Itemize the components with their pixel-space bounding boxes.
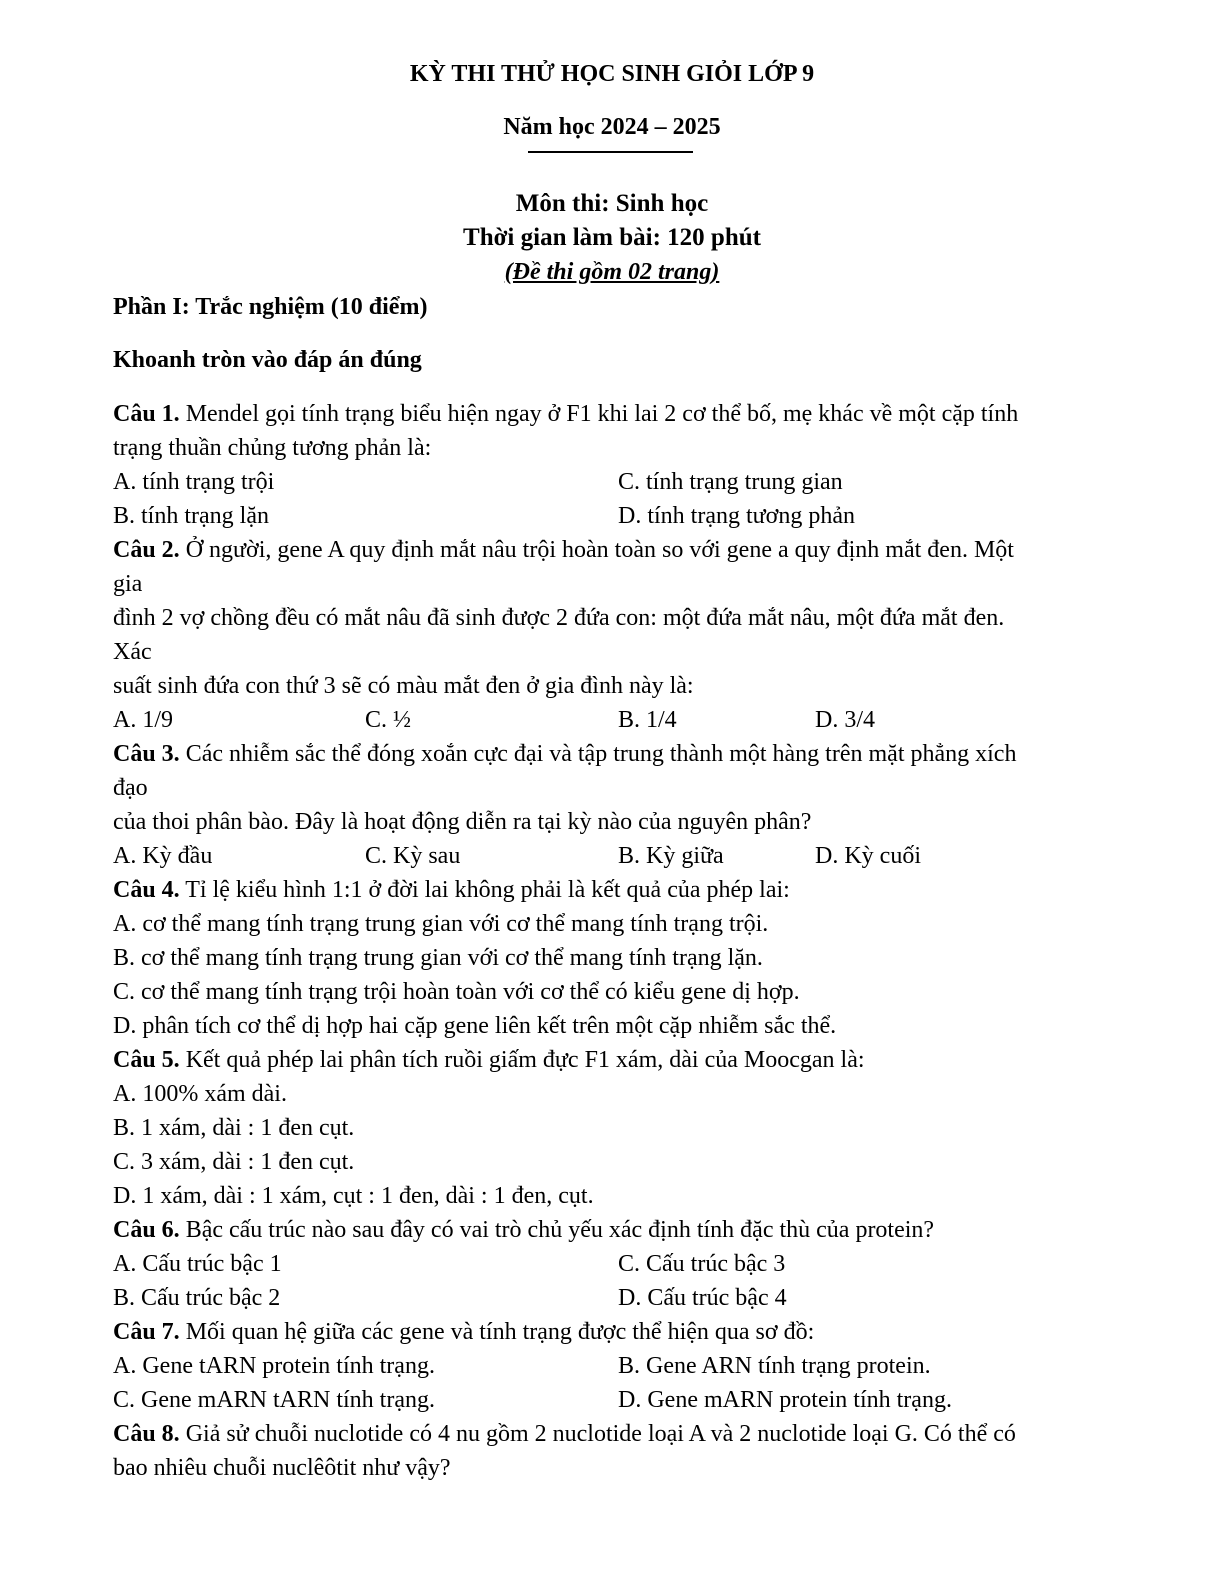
question-text: Tỉ lệ kiểu hình 1:1 ở đời lai không phải là kết quả của phép lai: (179, 877, 790, 903)
question-text: Bậc cấu trúc nào sau đây có vai trò chủ yếu xác định tính đặc thù của protein? (179, 1217, 935, 1243)
option-a[interactable]: A. tính trạng trội (113, 469, 275, 495)
pages-note: (Đề thi gồm 02 trang) (504, 259, 720, 285)
question-1 (113, 397, 1103, 431)
question-label: Câu 2. (113, 537, 180, 563)
question-3 (113, 737, 1103, 771)
question-label: Câu 1. (113, 401, 180, 427)
question-text: Kết quả phép lai phân tích ruồi giấm đực F1 xám, dài của Moocgan là: (179, 1047, 865, 1073)
exam-title: KỲ THI THỬ HỌC SINH GIỎI LỚP 9 (409, 61, 815, 87)
option-d[interactable]: D. phân tích cơ thể dị hợp hai cặp gene liên kết trên một cặp nhiễm sắc thể. (113, 1013, 837, 1039)
question-text: Các nhiễm sắc thể đóng xoắn cực đại và tập trung thành một hàng trên mặt phẳng xích (179, 741, 1017, 767)
option-b[interactable]: B. Kỳ giữa (618, 843, 724, 869)
question-label: Câu 6. (113, 1217, 180, 1243)
question-5 (113, 1043, 1103, 1077)
option-c[interactable]: C. ½ (365, 707, 412, 733)
question-4 (113, 873, 1103, 907)
option-b[interactable]: B. 1 xám, dài : 1 đen cụt. (113, 1115, 355, 1141)
question-text: Giả sử chuỗi nuclotide có 4 nu gồm 2 nuclotide loại A và 2 nuclotide loại G. Có thể có (179, 1421, 1016, 1447)
option-a[interactable]: A. Cấu trúc bậc 1 (113, 1251, 282, 1277)
instruction: Khoanh tròn vào đáp án đúng (113, 347, 422, 373)
question-text-cont: của thoi phân bào. Đây là hoạt động diễn ra tại kỳ nào của nguyên phân? (113, 809, 812, 835)
question-8 (113, 1417, 1103, 1451)
question-2 (113, 533, 1103, 567)
question-label: Câu 3. (113, 741, 180, 767)
option-a[interactable]: A. 1/9 (113, 707, 173, 733)
question-text: Mendel gọi tính trạng biểu hiện ngay ở F1 khi lai 2 cơ thể bố, mẹ khác về một cặp tính (179, 401, 1019, 427)
subject-line: Môn thi: Sinh học (515, 190, 709, 217)
option-c[interactable]: C. Gene mARN tARN tính trạng. (113, 1387, 435, 1413)
option-b[interactable]: B. Gene ARN tính trạng protein. (618, 1353, 931, 1379)
school-year: Năm học 2024 – 2025 (503, 114, 721, 140)
question-text-cont: đình 2 vợ chồng đều có mắt nâu đã sinh được 2 đứa con: một đứa mắt nâu, một đứa mắt đen. (113, 605, 1005, 631)
option-d[interactable]: D. tính trạng tương phản (618, 503, 855, 529)
question-text: Ở người, gene A quy định mắt nâu trội hoàn toàn so với gene a quy định mắt đen. Một (179, 537, 1014, 563)
question-text-cont: trạng thuần chủng tương phản là: (113, 435, 432, 461)
option-d[interactable]: D. Cấu trúc bậc 4 (618, 1285, 787, 1311)
option-d[interactable]: D. Gene mARN protein tính trạng. (618, 1387, 952, 1413)
option-c[interactable]: C. Cấu trúc bậc 3 (618, 1251, 786, 1277)
question-label: Câu 8. (113, 1421, 180, 1447)
question-text-cont: Xác (113, 639, 152, 665)
option-b[interactable]: B. 1/4 (618, 707, 677, 733)
question-text: Mối quan hệ giữa các gene và tính trạng được thể hiện qua sơ đồ: (179, 1319, 815, 1345)
option-c[interactable]: C. tính trạng trung gian (618, 469, 843, 495)
option-c[interactable]: C. 3 xám, dài : 1 đen cụt. (113, 1149, 355, 1175)
option-c[interactable]: C. cơ thể mang tính trạng trội hoàn toàn với cơ thể có kiểu gene dị hợp. (113, 979, 800, 1005)
option-a[interactable]: A. Kỳ đầu (113, 843, 213, 869)
option-a[interactable]: A. 100% xám dài. (113, 1081, 287, 1107)
question-label: Câu 7. (113, 1319, 180, 1345)
part1-title: Phần I: Trắc nghiệm (10 điểm) (113, 294, 428, 320)
option-d[interactable]: D. Kỳ cuối (815, 843, 921, 869)
question-text-cont: bao nhiêu chuỗi nuclêôtit như vậy? (113, 1455, 451, 1481)
option-c[interactable]: C. Kỳ sau (365, 843, 461, 869)
option-d[interactable]: D. 1 xám, dài : 1 xám, cụt : 1 đen, dài : 1 đen, cụt. (113, 1183, 594, 1209)
question-7 (113, 1315, 1103, 1349)
option-a[interactable]: A. Gene tARN protein tính trạng. (113, 1353, 435, 1379)
option-b[interactable]: B. Cấu trúc bậc 2 (113, 1285, 281, 1311)
question-text-cont: suất sinh đứa con thứ 3 sẽ có màu mắt đen ở gia đình này là: (113, 673, 694, 699)
time-line: Thời gian làm bài: 120 phút (463, 224, 761, 251)
question-text-cont: đạo (113, 775, 148, 801)
option-b[interactable]: B. cơ thể mang tính trạng trung gian với cơ thể mang tính trạng lặn. (113, 945, 763, 971)
option-a[interactable]: A. cơ thể mang tính trạng trung gian với cơ thể mang tính trạng trội. (113, 911, 769, 937)
option-d[interactable]: D. 3/4 (815, 707, 875, 733)
question-label: Câu 4. (113, 877, 180, 903)
question-text-cont: gia (113, 571, 143, 597)
question-6 (113, 1213, 1103, 1247)
question-label: Câu 5. (113, 1047, 180, 1073)
option-b[interactable]: B. tính trạng lặn (113, 503, 269, 529)
header-divider (528, 151, 693, 153)
